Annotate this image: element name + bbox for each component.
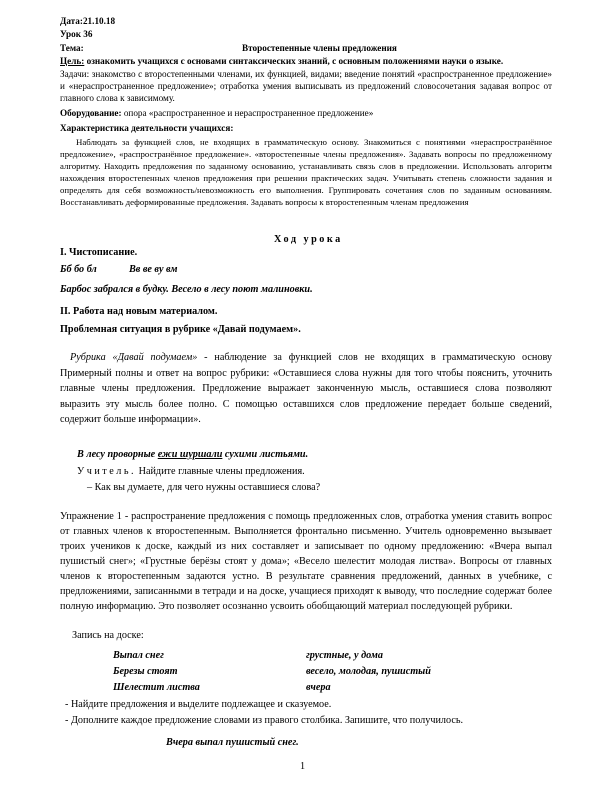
exercise-paragraph: Упражнение 1 - распространение предложения с помощь предложенных слов, отработка умения ставить вопрос от главных членов к второстепенным. Выполняется фронтально письменно. Учитель одновременно вызывает троих учеников к доске, каждый из них составляет и записывает по одному предложению: «Вчера выпал пушистый снег»; «Грустные берёзы стоят у дома»; «Весело шелестит молодая листва». Вопросы от главных членов к второстепенным задаются устно. В результате сравнения предложений, данных в учебнике, с предложениями, записанными в тетради и на доске, учащиеся приходят к выводу, что последние содержат более полную информацию. Это позволяет осознанно усвоить обобщающий материал последующей рубрики. — [60, 511, 552, 612]
rubric-paragraph — [60, 350, 552, 428]
lesson-title: Ход урока — [274, 234, 343, 245]
equipment — [60, 107, 552, 119]
teacher-question-2: – Как вы думаете, для чего нужны оставшиеся слова? — [87, 482, 321, 493]
board-label-text: Запись на доске: — [72, 630, 144, 641]
instruction-2: - Дополните каждое предложение словами из правого столбика. Запишите, что получилось. — [65, 715, 464, 726]
rubric-lead: Рубрика «Давай подумаем» — [70, 352, 198, 363]
page-number: 1 — [300, 761, 306, 772]
instruction-1: - Найдите предложения и выделите подлежащее и сказуемое. — [65, 699, 332, 710]
calligraphy-letters-1: Бб бо бл — [60, 264, 97, 275]
board-right-3: вчера — [306, 682, 331, 693]
tasks — [60, 68, 552, 104]
teacher-question-1: Найдите главные члены предложения. — [138, 466, 305, 477]
tasks-text: знакомство с второстепенными членами, их функцией, видами; введение понятий «распространенное предложение» и «нераспространенное предложение»; отработка умения выписывать из предложений словосочетания задавая вопрос от главного слова к зависимому. — [60, 69, 552, 103]
goal — [60, 55, 552, 67]
board-left-2: Березы стоят — [113, 666, 178, 677]
example-subject-predicate: ежи шуршали — [157, 449, 223, 460]
activity-heading: Характеристика деятельности учащихся: — [60, 123, 234, 133]
calligraphy-letters-2: Вв ве ву вм — [129, 264, 178, 275]
tasks-label: Задачи: — [60, 69, 90, 79]
calligraphy-sentence: Барбос забрался в будку. Весело в лесу поют малиновки. — [60, 284, 313, 295]
lesson-number: Урок 36 — [60, 29, 93, 39]
example-part-3: сухими листьями. — [222, 449, 309, 460]
goal-label: Цель: — [60, 56, 85, 66]
date: Дата:21.10.18 — [60, 16, 116, 26]
board-right-1: грустные, у дома — [306, 650, 383, 661]
problem-situation: Проблемная ситуация в рубрике «Давай подумаем». — [60, 324, 301, 335]
topic-value: Второстепенные члены предложения — [242, 43, 397, 53]
board-right-2: весело, молодая, пушистый — [306, 666, 431, 677]
board-label — [72, 629, 144, 642]
teacher-label: Учитель. — [77, 466, 137, 477]
topic-label: Тема: — [60, 43, 84, 53]
goal-text: ознакомить учащихся с основами синтаксических знаний, с основным положениями науки о языке. — [86, 56, 504, 66]
section-1-title: I. Чистописание. — [60, 247, 138, 258]
board-left-3: Шелестит листва — [113, 682, 200, 693]
activity-text: Наблюдать за функцией слов, не входящих в грамматическую основу. Знакомиться с понятиями «нераспространённое предложение», «распространённое предложение». «второстепенные члены предложения». Задавать вопросы по предложенному алгоритму. Находить предложения по заданному основанию, устанавливать связь слов в предложении. Использовать алгоритм нахождения второстепенных членов предложения при решении практических задач. Учитывать степень сложности задания и определять для себя возможность/невозможность его выполнения. Группировать сочетания слов по заданным основаниям. Восстанавливать деформированные предложения. Задавать вопросы к второстепенным членам предложения — [60, 137, 552, 207]
rubric-text: - наблюдение за функцией слов не входящих в грамматическую основу Примерный полны и ответ на вопрос рубрики: «Оставшиеся слова нужны для того чтобы пояснить, уточнить главные члены предложения. Предложение выражает законченную мысль, оставшиеся слова позволяют выразить эту мысль более полно. С помощью оставшихся слов предложение передает больше сведений, содержит больше информации». — [60, 352, 552, 426]
section-2-title: II. Работа над новым материалом. — [60, 306, 218, 317]
equipment-label: Оборудование: — [60, 108, 122, 118]
example-sentence — [77, 448, 308, 461]
equipment-text: опора «распространенное и нераспространенное предложение» — [123, 108, 374, 118]
teacher-line-1 — [77, 465, 305, 478]
final-example: Вчера выпал пушистый снег. — [166, 737, 299, 748]
board-left-1: Выпал снег — [113, 650, 164, 661]
example-part-1: В лесу проворные — [77, 449, 158, 460]
